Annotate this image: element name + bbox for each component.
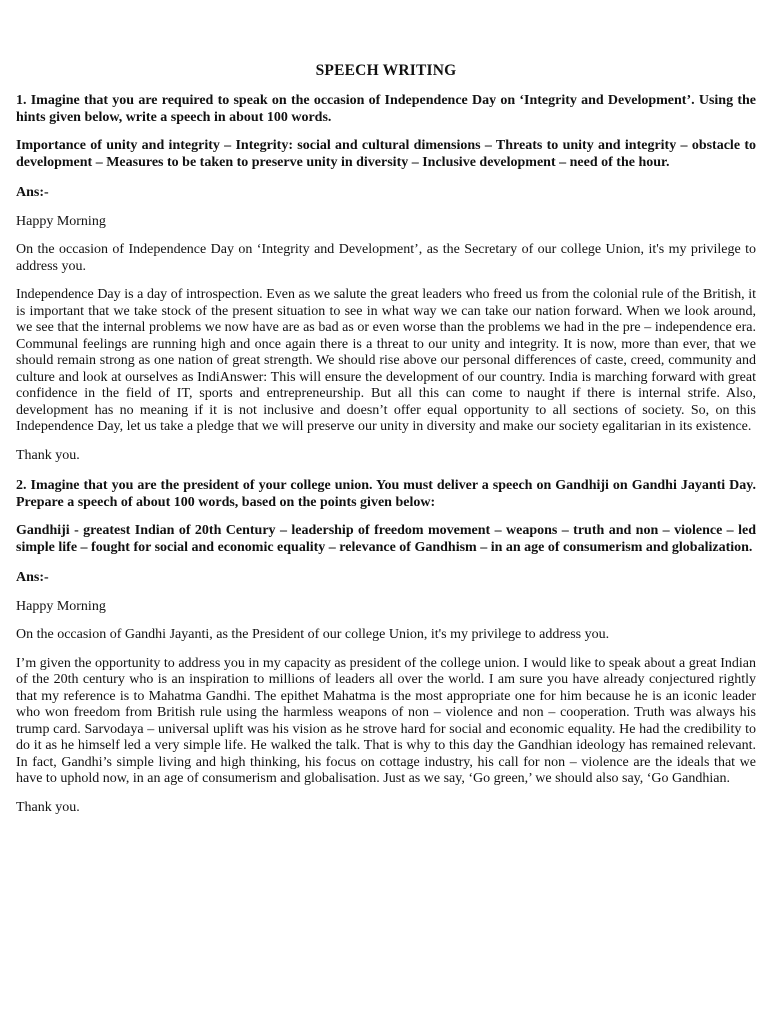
answer-1-closing: Thank you. bbox=[16, 447, 80, 463]
answer-2-closing: Thank you. bbox=[16, 799, 80, 815]
question-2-hints: Gandhiji - greatest Indian of 20th Century – leadership of freedom movement – weapons – truth and non – violence – led simple life – fought for social and economic equality – relevance of Gandhism – in an age of consumerism and globalization. bbox=[16, 523, 756, 555]
answer-2-body: I’m given the opportunity to address you in my capacity as president of the college union. I would like to speak about a great Indian of the 20th century who is an inspiration to millions of leaders all over the world. I am sure you have already conjectured rightly that my reference is to Mahatma Gandhi. The epithet Mahatma is the most appropriate one for him because he is an iconic leader who won freedom from British rule using the harmless weapons of non – violence and non – cooperation. Truth was always his trump card. Sarvodaya – universal uplift was his vision as he strove hard for social and economic equality. He had the credibility to do it as he himself led a very simple life. He walked the talk. That is why to this day the Gandhian ideology has remained relevant. In fact, Gandhi’s simple living and high thinking, his focus on cottage industry, his call for non – violence are the ideals that we have to uphold now, in an age of consumerism and globalisation. Just as we say, ‘Go green,’ we should also say, ‘Go Gandhian. bbox=[16, 655, 756, 786]
question-2: 2. Imagine that you are the president of your college union. You must deliver a speech on Gandhiji on Gandhi Jayanti Day. Prepare a speech of about 100 words, based on the points given below: bbox=[16, 478, 756, 510]
page-title: SPEECH WRITING bbox=[315, 62, 457, 79]
answer-2-label: Ans:- bbox=[16, 570, 49, 585]
question-1-hints: Importance of unity and integrity – Integrity: social and cultural dimensions – Threats to unity and integrity – obstacle to development – Measures to be taken to preserve unity in diversity – Inclusive development – need of the hour. bbox=[16, 138, 756, 170]
answer-1-body: Independence Day is a day of introspection. Even as we salute the great leaders who freed us from the colonial rule of the British, it is important that we take stock of the present situation to see in what way we can take our nation forward. When we look around, we see that the internal problems we now have are as bad as or even worse than the problems we had in the pre – independence era. Communal feelings are running high and once again there is a threat to our unity and integrity. It is now, more than ever, that we should remain strong as one nation of great strength. We should rise above our personal differences of caste, creed, community and culture and look at ourselves as IndiAnswer: This will ensure the development of our country. India is marching forward with great confidence in the field of IT, sports and entrepreneurship. But all this can come to naught if there is internal strife. Also, development has no meaning if it is not inclusive and doesn’t offer equal opportunity to all sections of society. So, on this Independence Day, let us take a pledge that we will preserve our unity in diversity and make our society egalitarian in its existence. bbox=[16, 287, 756, 434]
answer-2-intro: On the occasion of Gandhi Jayanti, as the President of our college Union, it's my privilege to address you. bbox=[16, 627, 610, 642]
answer-1-greeting: Happy Morning bbox=[16, 213, 106, 229]
question-1: 1. Imagine that you are required to speak on the occasion of Independence Day on ‘Integrity and Development’. Using the hints given below, write a speech in about 100 words. bbox=[16, 93, 756, 125]
answer-2-greeting: Happy Morning bbox=[16, 598, 106, 614]
answer-1-label: Ans:- bbox=[16, 185, 49, 200]
answer-1-intro: On the occasion of Independence Day on ‘Integrity and Development’, as the Secretary of our college Union, it's my privilege to address you. bbox=[16, 242, 756, 274]
document-page bbox=[16, 62, 756, 828]
